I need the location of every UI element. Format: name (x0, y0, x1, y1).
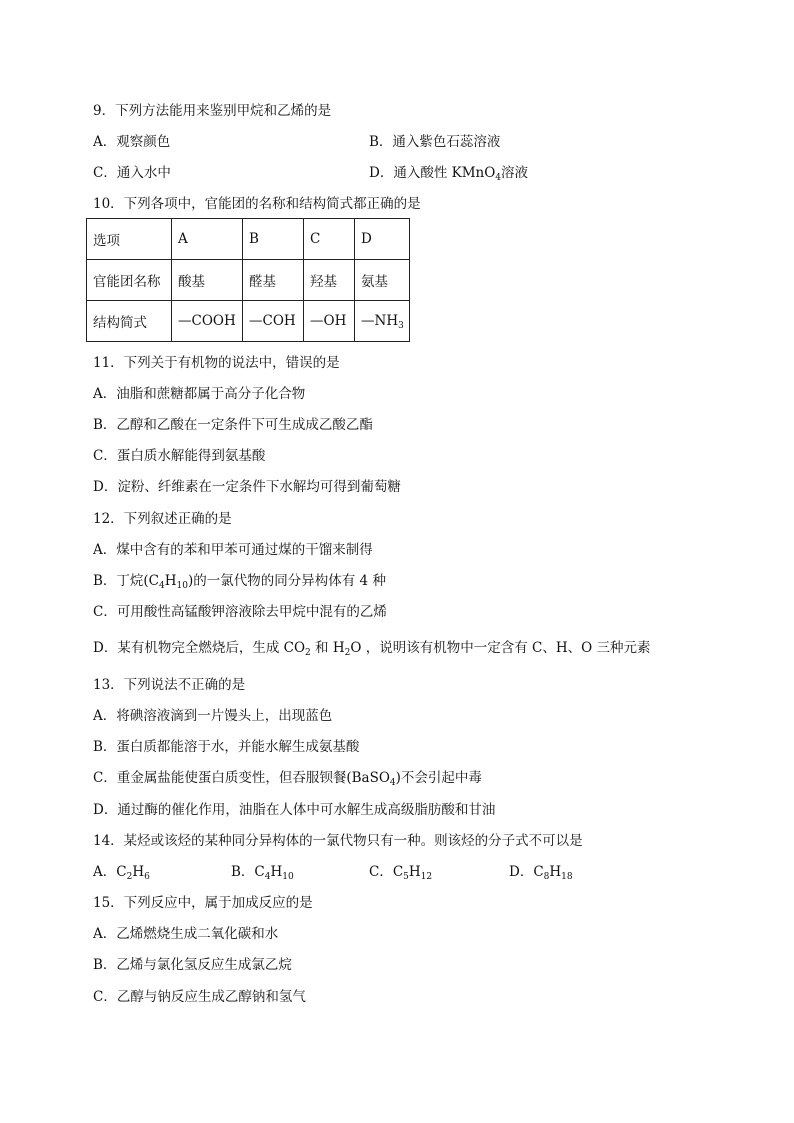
q15-option-a: A．乙烯燃烧生成二氧化碳和水 (93, 926, 279, 942)
q13-stem: 13．下列说法不正确的是 (93, 677, 246, 693)
q12-option-d: D．某有机物完全燃烧后，生成 $CO_2$ 和 $H_2O$ ，说明该有机物中一定含有 C、H、O 三种元素 (93, 640, 651, 658)
q12-option-c: C．可用酸性高锰酸钾溶液除去甲烷中混有的乙烯 (93, 604, 387, 620)
table-cell: D (355, 219, 410, 260)
q9-option-c: C．通入水中 (93, 165, 171, 181)
q9-option-a: A．观察颜色 (93, 134, 171, 150)
q9-option-d: D．通入酸性 KMnO$_4$溶液 (369, 165, 529, 183)
table-cell: —COH (243, 301, 304, 342)
table-cell: 选项 (87, 219, 172, 260)
table-cell: 羟基 (304, 260, 355, 301)
q10-stem: 10．下列各项中，官能团的名称和结构简式都正确的是 (93, 196, 421, 212)
table-cell: 氨基 (355, 260, 410, 301)
q12-stem: 12．下列叙述正确的是 (93, 511, 232, 527)
table-cell: 官能团名称 (87, 260, 172, 301)
table-cell: —OH (304, 301, 355, 342)
q11-option-a: A．油脂和蔗糖都属于高分子化合物 (93, 386, 306, 402)
q13-option-d: D．通过酶的催化作用，油脂在人体中可水解生成高级脂肪酸和甘油 (93, 802, 496, 818)
q11-option-c: C．蛋白质水解能得到氨基酸 (93, 448, 266, 464)
table-cell: 酸基 (172, 260, 243, 301)
table-row (87, 260, 410, 301)
q15-option-c: C．乙醇与钠反应生成乙醇钠和氢气 (93, 989, 306, 1005)
table-cell: B (243, 219, 304, 260)
q14-option-c: C．$C_5H_{12}$ (369, 864, 433, 882)
table-cell: 醛基 (243, 260, 304, 301)
table-cell: A (172, 219, 243, 260)
q14-option-b: B．$C_4H_{10}$ (231, 864, 294, 882)
q9-stem: 9．下列方法能用来鉴别甲烷和乙烯的是 (93, 103, 332, 119)
table-cell: —COOH (172, 301, 243, 342)
q9-option-b: B．通入紫色石蕊溶液 (369, 134, 501, 150)
table-cell: $—NH_3$ (355, 301, 410, 342)
q13-option-a: A．将碘溶液滴到一片馒头上，出现蓝色 (93, 708, 333, 724)
q14-option-a: A．$C_2H_6$ (93, 864, 150, 882)
q14-stem: 14．某烃或该烃的某种同分异构体的一氯代物只有一种。则该烃的分子式不可以是 (93, 833, 583, 849)
q11-option-b: B．乙醇和乙酸在一定条件下可生成成乙酸乙酯 (93, 417, 373, 433)
functional-group-table (86, 218, 410, 342)
q11-stem: 11．下列关于有机物的说法中，错误的是 (93, 355, 340, 371)
q12-option-a: A．煤中含有的苯和甲苯可通过煤的干馏来制得 (93, 542, 373, 558)
q11-option-d: D．淀粉、纤维素在一定条件下水解均可得到葡萄糖 (93, 479, 401, 495)
q12-option-b: B．丁烷$(C_4H_{10})$的一氯代物的同分异构体有 4 种 (93, 573, 386, 591)
q13-option-b: B．蛋白质都能溶于水，并能水解生成氨基酸 (93, 739, 360, 755)
q13-option-c: C．重金属盐能使蛋白质变性，但吞服钡餐(BaSO$_4$)不会引起中毒 (93, 770, 482, 788)
table-row (87, 219, 410, 260)
table-cell: 结构简式 (87, 301, 172, 342)
q14-option-d: D．$C_8H_{18}$ (509, 864, 573, 882)
table-cell: C (304, 219, 355, 260)
table-row (87, 301, 410, 342)
q15-option-b: B．乙烯与氯化氢反应生成氯乙烷 (93, 957, 292, 973)
q15-stem: 15．下列反应中，属于加成反应的是 (93, 895, 313, 911)
